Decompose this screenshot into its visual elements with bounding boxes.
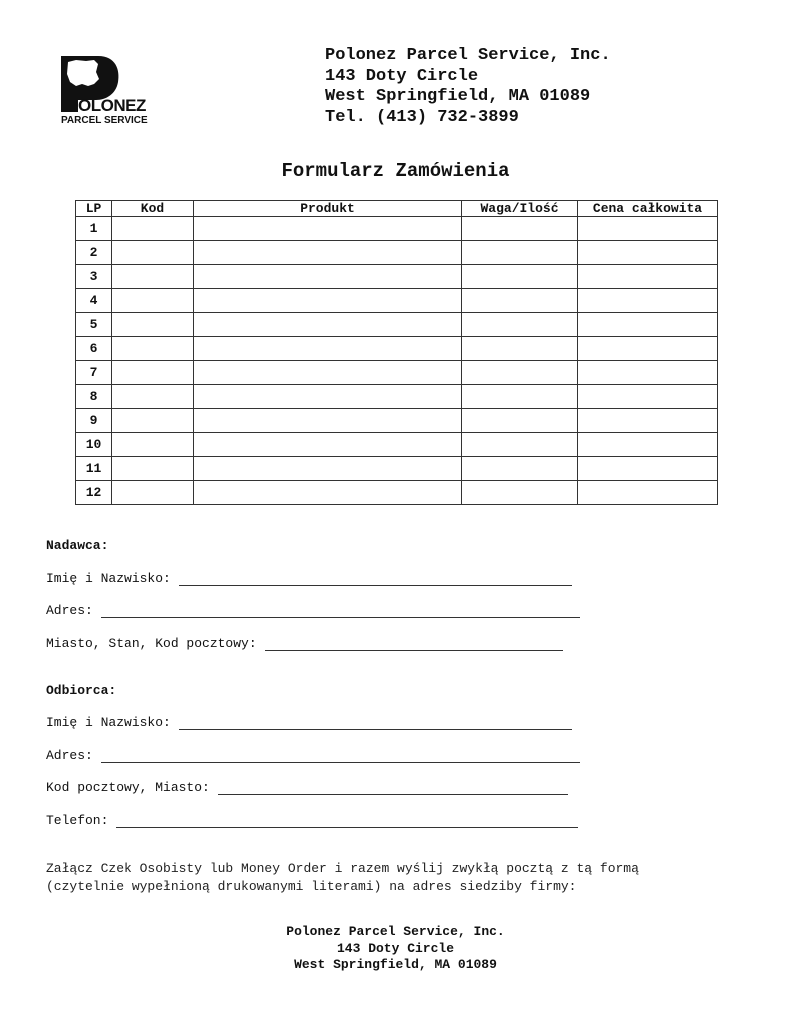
cell-cena[interactable] [578, 433, 718, 457]
table-row [76, 385, 718, 409]
cell-kod[interactable] [112, 241, 194, 265]
recipient-city-line[interactable] [218, 782, 568, 795]
table-row [76, 265, 718, 289]
column-header-cena: Cena całkowita [578, 201, 718, 217]
header-address [325, 46, 611, 128]
cell-waga[interactable] [462, 433, 578, 457]
cell-kod[interactable] [112, 337, 194, 361]
table-row [76, 457, 718, 481]
cell-lp: 12 [76, 481, 112, 505]
header-street: 143 Doty Circle [325, 66, 479, 86]
cell-kod[interactable] [112, 217, 194, 241]
cell-kod[interactable] [112, 409, 194, 433]
cell-waga[interactable] [462, 481, 578, 505]
sender-city-label: Miasto, Stan, Kod pocztowy: [46, 636, 257, 651]
column-header-produkt: Produkt [194, 201, 462, 217]
cell-produkt[interactable] [194, 481, 462, 505]
cell-waga[interactable] [462, 313, 578, 337]
recipient-name-line[interactable] [179, 717, 572, 730]
footer-street: 143 Doty Circle [336, 940, 455, 956]
recipient-address-field[interactable] [46, 748, 580, 763]
table-header-row [76, 201, 718, 217]
sender-address-label: Adres: [46, 603, 93, 618]
payment-note-line-1: Załącz Czek Osobisty lub Money Order i razem wyślij zwykłą pocztą z tą formą [46, 861, 639, 876]
cell-cena[interactable] [578, 409, 718, 433]
cell-waga[interactable] [462, 337, 578, 361]
sender-city-line[interactable] [265, 638, 563, 651]
table-row [76, 361, 718, 385]
order-table [75, 200, 718, 505]
cell-cena[interactable] [578, 337, 718, 361]
recipient-address-line[interactable] [101, 750, 580, 763]
cell-lp: 2 [76, 241, 112, 265]
cell-lp: 11 [76, 457, 112, 481]
footer-company: Polonez Parcel Service, Inc. [286, 924, 505, 939]
cell-cena[interactable] [578, 385, 718, 409]
cell-produkt[interactable] [194, 289, 462, 313]
cell-cena[interactable] [578, 241, 718, 265]
cell-waga[interactable] [462, 457, 578, 481]
recipient-city-label: Kod pocztowy, Miasto: [46, 780, 210, 795]
cell-lp: 10 [76, 433, 112, 457]
cell-cena[interactable] [578, 361, 718, 385]
cell-produkt[interactable] [194, 265, 462, 289]
cell-lp: 8 [76, 385, 112, 409]
cell-kod[interactable] [112, 265, 194, 289]
cell-cena[interactable] [578, 481, 718, 505]
cell-kod[interactable] [112, 433, 194, 457]
cell-lp: 1 [76, 217, 112, 241]
header-phone: Tel. (413) 732-3899 [325, 107, 519, 127]
sender-address-line[interactable] [101, 605, 580, 618]
sender-name-field[interactable] [46, 571, 572, 586]
cell-waga[interactable] [462, 241, 578, 265]
cell-kod[interactable] [112, 289, 194, 313]
cell-cena[interactable] [578, 457, 718, 481]
header-company: Polonez Parcel Service, Inc. [325, 46, 611, 65]
cell-produkt[interactable] [194, 241, 462, 265]
cell-produkt[interactable] [194, 217, 462, 241]
cell-cena[interactable] [578, 313, 718, 337]
table-row [76, 409, 718, 433]
column-header-kod: Kod [112, 201, 194, 217]
sender-address-field[interactable] [46, 603, 580, 618]
cell-cena[interactable] [578, 217, 718, 241]
cell-lp: 7 [76, 361, 112, 385]
cell-produkt[interactable] [194, 409, 462, 433]
cell-waga[interactable] [462, 361, 578, 385]
recipient-address-label: Adres: [46, 748, 93, 763]
cell-cena[interactable] [578, 289, 718, 313]
cell-lp: 6 [76, 337, 112, 361]
cell-cena[interactable] [578, 265, 718, 289]
cell-waga[interactable] [462, 265, 578, 289]
cell-produkt[interactable] [194, 457, 462, 481]
recipient-name-field[interactable] [46, 715, 572, 730]
cell-produkt[interactable] [194, 313, 462, 337]
cell-kod[interactable] [112, 457, 194, 481]
cell-produkt[interactable] [194, 361, 462, 385]
cell-produkt[interactable] [194, 433, 462, 457]
footer-address [0, 924, 791, 974]
cell-produkt[interactable] [194, 337, 462, 361]
table-row [76, 313, 718, 337]
logo-subtitle: PARCEL SERVICE [61, 115, 148, 126]
cell-kod[interactable] [112, 385, 194, 409]
table-row [76, 289, 718, 313]
table-row [76, 241, 718, 265]
company-logo [58, 52, 154, 130]
cell-lp: 3 [76, 265, 112, 289]
sender-heading: Nadawca: [46, 538, 109, 553]
cell-kod[interactable] [112, 481, 194, 505]
cell-waga[interactable] [462, 289, 578, 313]
payment-note-line-2: (czytelnie wypełnioną drukowanymi literami) na adres siedziby firmy: [46, 879, 577, 894]
column-header-waga: Waga/Ilość [462, 201, 578, 217]
cell-lp: 4 [76, 289, 112, 313]
recipient-phone-line[interactable] [116, 815, 578, 828]
logo-wordmark: OLONEZ [78, 96, 146, 115]
table-row [76, 433, 718, 457]
cell-kod[interactable] [112, 313, 194, 337]
cell-waga[interactable] [462, 409, 578, 433]
table-row [76, 337, 718, 361]
column-header-lp: LP [76, 201, 112, 217]
header-city: West Springfield, MA 01089 [325, 87, 591, 106]
table-row [76, 481, 718, 505]
table-row [76, 217, 718, 241]
recipient-city-field[interactable] [46, 780, 568, 795]
cell-waga[interactable] [462, 217, 578, 241]
recipient-name-label: Imię i Nazwisko: [46, 715, 171, 730]
recipient-heading: Odbiorca: [46, 683, 117, 698]
cell-lp: 5 [76, 313, 112, 337]
cell-kod[interactable] [112, 361, 194, 385]
recipient-phone-label: Telefon: [46, 813, 109, 828]
recipient-phone-field[interactable] [46, 813, 578, 828]
cell-produkt[interactable] [194, 385, 462, 409]
sender-city-field[interactable] [46, 636, 563, 651]
footer-city: West Springfield, MA 01089 [294, 957, 497, 972]
cell-waga[interactable] [462, 385, 578, 409]
cell-lp: 9 [76, 409, 112, 433]
sender-name-label: Imię i Nazwisko: [46, 571, 171, 586]
form-title: Formularz Zamówienia [281, 160, 510, 182]
payment-note [46, 860, 639, 896]
sender-name-line[interactable] [179, 573, 572, 586]
